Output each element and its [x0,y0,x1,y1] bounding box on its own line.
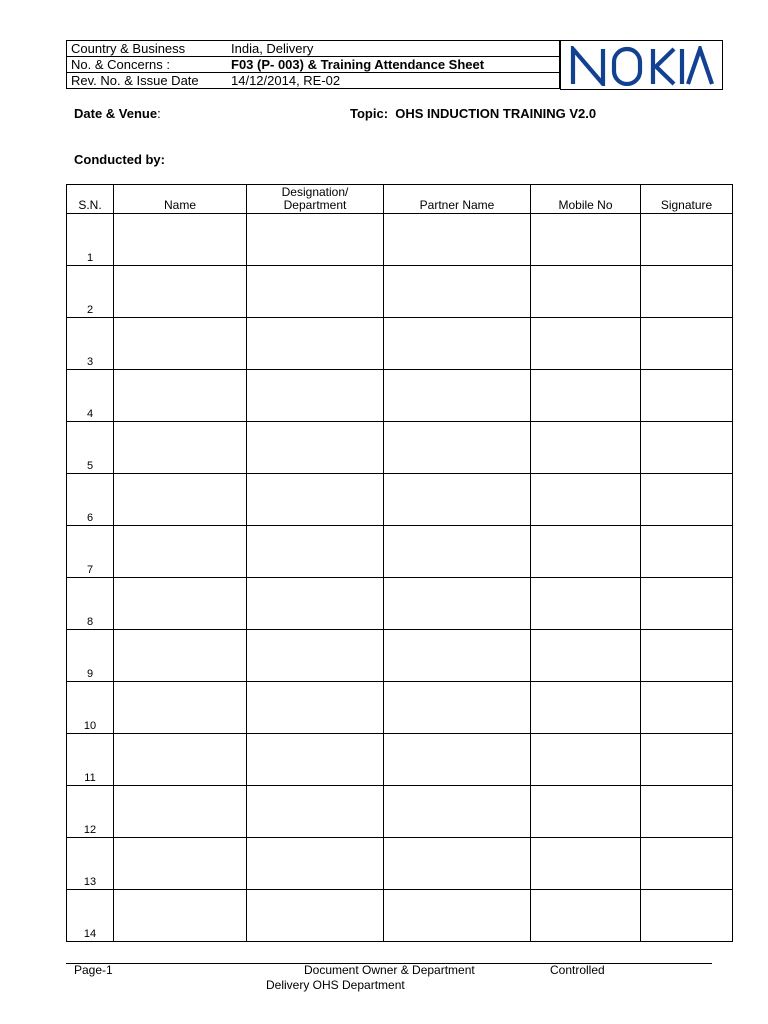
column-header-designation-line1: Designation/ [281,185,349,199]
conducted-by-label: Conducted by: [74,152,165,167]
row-serial-number: 3 [67,318,114,370]
column-header-partner-name: Partner Name [384,185,531,214]
column-header-designation-line2: Department [283,198,347,212]
header-key-concerns: No. & Concerns : [67,57,228,73]
cell-mobile-no [531,318,641,370]
row-serial-number: 14 [67,890,114,942]
footer-owner-label: Document Owner & Department [304,963,475,977]
row-serial-number: 6 [67,474,114,526]
header-value-country: India, Delivery [227,41,560,57]
cell-partner-name [384,578,531,630]
cell-partner-name [384,474,531,526]
cell-partner-name [384,318,531,370]
row-serial-number: 10 [67,682,114,734]
table-row [67,370,733,422]
cell-mobile-no [531,734,641,786]
date-venue-label-text: Date & Venue [74,106,158,121]
cell-signature [641,526,733,578]
cell-mobile-no [531,526,641,578]
cell-partner-name [384,370,531,422]
cell-mobile-no [531,578,641,630]
cell-designation [247,734,384,786]
cell-mobile-no [531,422,641,474]
cell-designation [247,578,384,630]
cell-partner-name [384,734,531,786]
table-row [67,526,733,578]
cell-signature [641,786,733,838]
cell-designation [247,266,384,318]
cell-name [114,526,247,578]
cell-signature [641,734,733,786]
table-row [67,422,733,474]
document-header-table [66,40,560,89]
cell-partner-name [384,786,531,838]
cell-signature [641,890,733,942]
cell-designation [247,630,384,682]
table-row [67,474,733,526]
cell-partner-name [384,890,531,942]
cell-name [114,838,247,890]
cell-mobile-no [531,890,641,942]
cell-name [114,214,247,266]
cell-designation [247,214,384,266]
cell-name [114,578,247,630]
cell-partner-name [384,526,531,578]
cell-designation [247,890,384,942]
column-header-signature: Signature [641,185,733,214]
attendance-table [66,184,733,942]
cell-designation [247,526,384,578]
cell-designation [247,682,384,734]
row-serial-number: 13 [67,838,114,890]
cell-mobile-no [531,370,641,422]
row-serial-number: 7 [67,526,114,578]
row-serial-number: 5 [67,422,114,474]
header-row-revision [67,73,560,89]
cell-signature [641,682,733,734]
topic-label: Topic: [350,106,389,121]
header-value-concerns: F03 (P- 003) & Training Attendance Sheet [227,57,560,73]
cell-partner-name [384,682,531,734]
row-serial-number: 9 [67,630,114,682]
header-value-revision: 14/12/2014, RE-02 [227,73,560,89]
cell-partner-name [384,422,531,474]
cell-mobile-no [531,630,641,682]
column-header-name: Name [114,185,247,214]
footer-status: Controlled [550,963,605,977]
cell-designation [247,474,384,526]
row-serial-number: 1 [67,214,114,266]
cell-mobile-no [531,838,641,890]
date-venue-colon: : [157,106,161,121]
cell-signature [641,318,733,370]
cell-name [114,370,247,422]
attendance-table-body [67,214,733,942]
cell-signature [641,630,733,682]
cell-mobile-no [531,682,641,734]
topic-field [350,106,596,121]
table-header-row [67,185,733,214]
cell-designation [247,370,384,422]
cell-designation [247,422,384,474]
table-row [67,734,733,786]
cell-signature [641,838,733,890]
cell-designation [247,786,384,838]
header-key-revision: Rev. No. & Issue Date [67,73,228,89]
cell-mobile-no [531,474,641,526]
table-row [67,318,733,370]
row-serial-number: 8 [67,578,114,630]
cell-partner-name [384,838,531,890]
header-row-concerns [67,57,560,73]
row-serial-number: 12 [67,786,114,838]
column-header-mobile-no: Mobile No [531,185,641,214]
cell-signature [641,214,733,266]
footer-page-number: Page-1 [74,963,113,977]
header-key-country: Country & Business [67,41,228,57]
table-row [67,578,733,630]
table-row [67,890,733,942]
column-header-sn: S.N. [67,185,114,214]
cell-mobile-no [531,786,641,838]
cell-name [114,630,247,682]
cell-partner-name [384,266,531,318]
cell-partner-name [384,630,531,682]
cell-designation [247,838,384,890]
cell-signature [641,578,733,630]
cell-name [114,682,247,734]
row-serial-number: 11 [67,734,114,786]
cell-name [114,318,247,370]
table-row [67,786,733,838]
cell-name [114,422,247,474]
table-row [67,838,733,890]
cell-mobile-no [531,266,641,318]
cell-name [114,266,247,318]
table-row [67,214,733,266]
cell-name [114,734,247,786]
row-serial-number: 4 [67,370,114,422]
cell-designation [247,318,384,370]
column-header-designation [247,185,384,214]
logo-box [560,40,723,90]
topic-value: OHS INDUCTION TRAINING V2.0 [395,106,597,121]
table-row [67,682,733,734]
date-venue-label [74,106,161,121]
nokia-logo [570,46,714,86]
footer-owner-value: Delivery OHS Department [266,978,405,992]
cell-signature [641,422,733,474]
cell-name [114,474,247,526]
cell-name [114,890,247,942]
cell-signature [641,266,733,318]
cell-name [114,786,247,838]
header-row-country [67,41,560,57]
table-row [67,266,733,318]
table-row [67,630,733,682]
cell-mobile-no [531,214,641,266]
cell-signature [641,370,733,422]
row-serial-number: 2 [67,266,114,318]
cell-partner-name [384,214,531,266]
cell-signature [641,474,733,526]
